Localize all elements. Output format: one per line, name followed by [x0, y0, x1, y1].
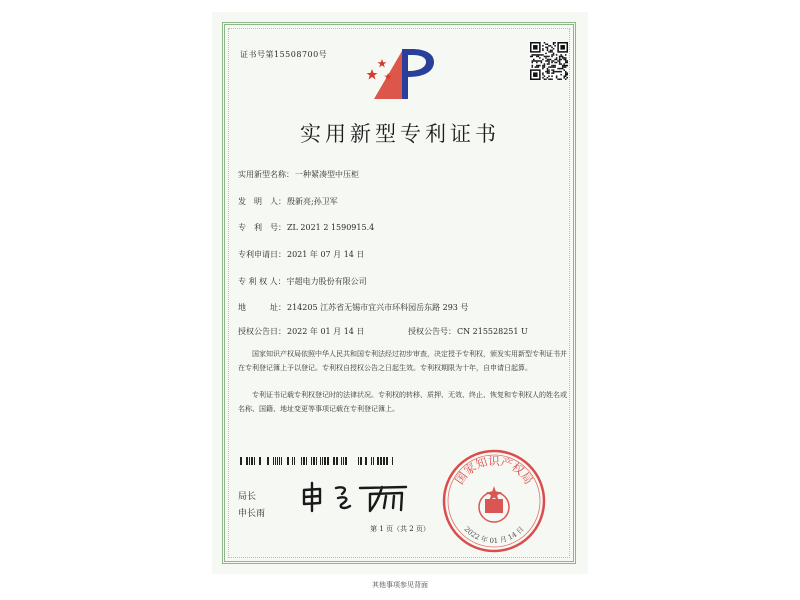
director-title: 局长: [238, 492, 257, 502]
certificate-number: 证书号第15508700号: [240, 50, 328, 59]
field-value: 2021 年 07 月 14 日: [287, 250, 365, 259]
footer-note: 其他事项参见背面: [372, 581, 428, 589]
field-value: 宇超电力股份有限公司: [286, 277, 367, 286]
field-value: ZL 2021 2 1590915.4: [287, 223, 375, 232]
paragraph-legal-status: [238, 389, 572, 416]
patent-office-emblem-icon: [362, 43, 438, 103]
field-utility-model-name: [238, 169, 359, 180]
field-label: 地 址：: [238, 303, 286, 312]
paragraph-text: 国家知识产权局依照中华人民共和国专利法经过初步审查，决定授予专利权，颁发实用新型专利证书并在专利登记簿上予以登记。专利权自授权公告之日起生效。专利权期限为十年，自申请日起算。: [238, 350, 567, 372]
field-label: 专 利 权 人：: [238, 277, 286, 286]
field-label: 实用新型名称：: [238, 170, 294, 179]
field-value: 殷新亮;孙卫军: [287, 197, 338, 206]
field-address: [238, 302, 468, 313]
field-value: 2022 年 01 月 14 日: [287, 327, 365, 336]
field-grant-date: [238, 326, 364, 337]
field-inventors: [238, 196, 338, 207]
field-label: 发 明 人：: [238, 197, 286, 206]
field-value: CN 215528251 U: [457, 327, 528, 336]
director-signature-icon: [298, 480, 410, 514]
certificate-title: 实用新型专利证书: [300, 122, 500, 146]
barcode-icon: [238, 457, 396, 465]
field-label: 授权公告日：: [238, 327, 286, 336]
svg-text:国家知识产权局: [452, 454, 536, 487]
field-grant-number: [408, 326, 528, 337]
field-label: 专利申请日：: [238, 250, 286, 259]
field-patentee: [238, 276, 367, 287]
field-label: 专 利 号：: [238, 223, 286, 232]
national-ip-office-seal-icon: [440, 447, 548, 555]
paragraph-text: 专利证书记载专利权登记时的法律状况。专利权的转移、质押、无效、终止、恢复和专利权人的姓名或名称、国籍、地址变更等事项记载在专利登记簿上。: [238, 391, 567, 413]
field-value: 一种紧凑型中压柜: [295, 170, 359, 179]
page-number: 第 1 页（共 2 页）: [370, 525, 430, 533]
field-value: 214205 江苏省无锡市宜兴市环科园岳东路 293 号: [287, 303, 469, 312]
field-application-date: [238, 249, 364, 260]
qr-code-icon: [530, 42, 568, 80]
field-label: 授权公告号：: [408, 327, 456, 336]
seal-text: 国家知识产权局: [452, 454, 536, 487]
director-name: 申长雨: [238, 509, 266, 519]
field-patent-number: [238, 222, 374, 233]
paragraph-grant-statement: [238, 348, 572, 375]
seal-date: 2022 年 01 月 14 日: [462, 525, 526, 546]
